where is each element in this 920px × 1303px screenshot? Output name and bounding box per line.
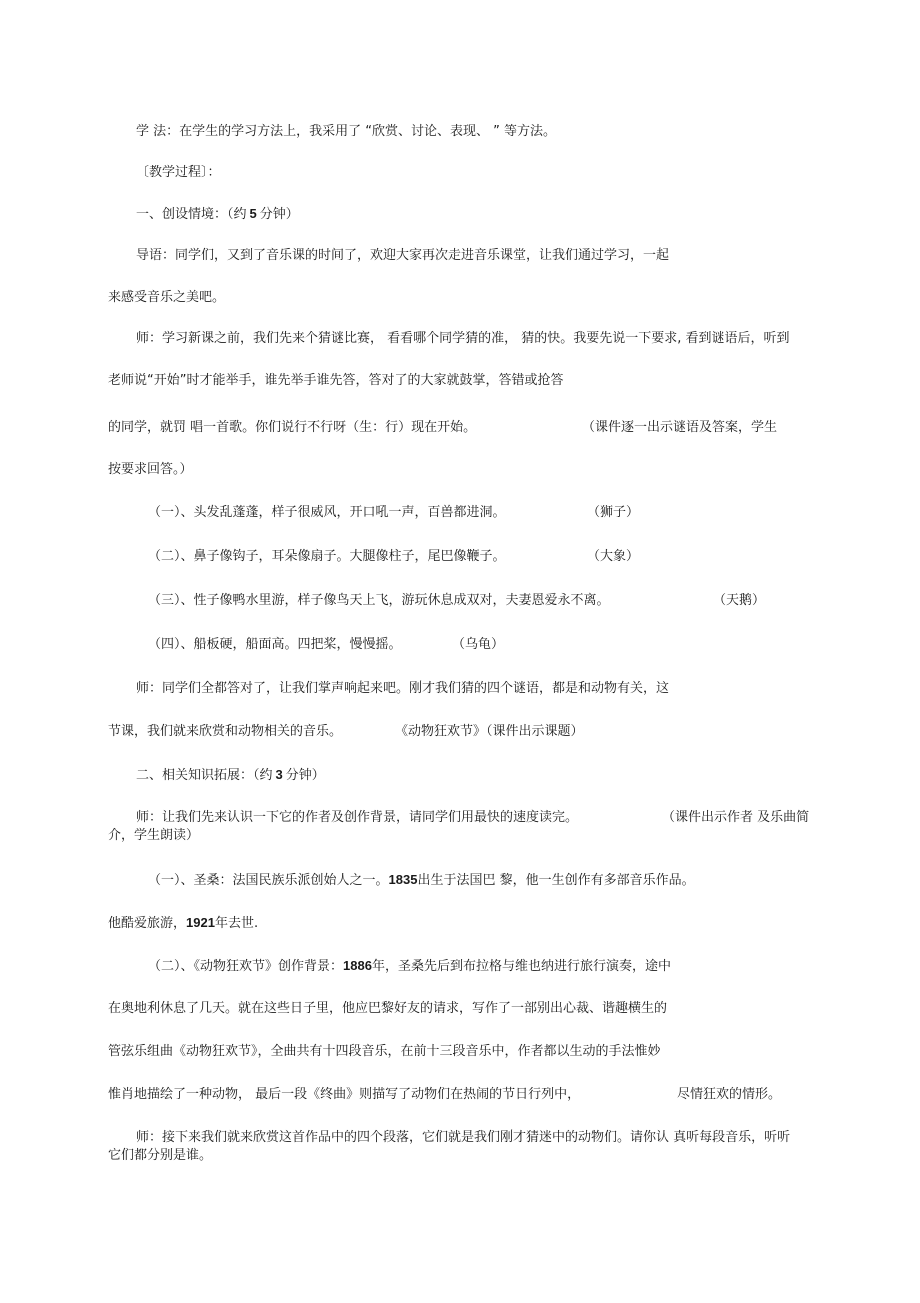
teacher-praise-line-2: 节课，我们就来欣赏和动物相关的音乐。 (108, 724, 343, 739)
riddle-3-answer: （天鹅） (713, 593, 766, 608)
background-rest: 年，圣桑先后到布拉格与维也纳进行旅行演奏，途中 (371, 959, 671, 974)
composition-year: 1886 (343, 958, 372, 973)
author-bio-intro: （一）、圣桑：法国民族乐派创始人之一。 (148, 873, 389, 888)
teacher-author-line-2: 介，学生朗读） (108, 828, 200, 843)
author-bio-end: 年去世. (214, 916, 259, 931)
teacher-praise-line-1: 师：同学们全都答对了，让我们掌声响起来吧。刚才我们猜的四个谜语，都是和动物有关，这 (136, 681, 670, 696)
riddle-1: （一）、头发乱蓬蓬，样子很威风，开口吼一声，百兽都进洞。 (148, 505, 506, 520)
intro-line-2: 来感受音乐之美吧。 (108, 290, 226, 305)
author-bio-line-1 (148, 872, 695, 889)
riddle-4: （四）、船板硬，船面高。四把桨，慢慢摇。 (148, 637, 402, 652)
teaching-process-heading: 〔教学过程〕： (136, 165, 221, 180)
background-line-2: 在奥地利休息了几天。就在这些日子里，他应巴黎好友的请求，写作了一部别出心裁、谐趣横生的 (108, 1001, 668, 1016)
teacher-riddle-line-2: 老师说“开始”时才能举手，谁先举手谁先答，答对了的大家就鼓掌，答错或抢答 (108, 373, 564, 388)
teacher-listen-line-2: 它们都分别是谁。 (108, 1148, 213, 1163)
study-method-paragraph: 学 法：在学生的学习方法上，我采用了 “欣赏、讨论、表现、 ” 等方法。 (136, 124, 556, 139)
riddle-2-answer: （大象） (587, 549, 640, 564)
courseware-note-2: （课件出示作者 及乐曲简 (662, 810, 810, 825)
background-intro: （二）、《动物狂欢节》创作背景： (148, 959, 344, 974)
section-two-heading (136, 767, 325, 784)
riddle-4-answer: （乌龟） (452, 637, 505, 652)
author-bio-rest: 出生于法国巴 黎，他一生创作有多部音乐作品。 (417, 873, 695, 888)
author-birth-year: 1835 (388, 872, 418, 887)
section-two-minutes: 3 (275, 767, 283, 782)
background-line-4: 惟肖地描绘了一种动物， 最后一段《终曲》则描写了动物们在热闹的节日行列中， (108, 1087, 581, 1102)
background-line-1 (148, 958, 671, 975)
section-one-minutes: 5 (249, 206, 257, 221)
section-one-unit: 分钟） (259, 207, 299, 222)
intro-line-1: 导语：同学们，又到了音乐课的时间了，欢迎大家再次走进音乐课堂，让我们通过学习，一起 (136, 248, 670, 263)
riddle-1-answer: （狮子） (587, 505, 640, 520)
teacher-riddle-line-4: 按要求回答。） (108, 462, 193, 477)
author-death-year: 1921 (186, 915, 215, 930)
teacher-riddle-line-3: 的同学，就罚 唱一首歌。你们说行不行呀（生：行）现在开始。 (108, 420, 477, 435)
courseware-topic-note: 《动物狂欢节》（课件出示课题） (395, 724, 584, 739)
author-bio-travel: 他酷爱旅游， (108, 916, 187, 931)
section-one-heading (136, 206, 299, 223)
section-one-title: 一、创设情境：（约 (136, 207, 247, 222)
teacher-riddle-line-1: 师：学习新课之前，我们先来个猜谜比赛， 看看哪个同学猜的准， 猜的快。我要先说一下要求, 看到谜语后，听到 (136, 331, 790, 346)
teacher-author-line-1: 师：让我们先来认识一下它的作者及创作背景，请同学们用最快的速度读完。 (136, 810, 579, 825)
author-bio-line-2 (108, 915, 258, 932)
background-line-3: 管弦乐组曲《动物狂欢节》，全曲共有十四段音乐，在前十三段音乐中，作者都以生动的手法惟妙 (108, 1044, 661, 1059)
courseware-note-1: （课件逐一出示谜语及答案，学生 (582, 420, 778, 435)
section-two-title: 二、相关知识拓展：（约 (136, 768, 273, 783)
riddle-2: （二）、鼻子像钩子，耳朵像扇子。大腿像柱子，尾巴像鞭子。 (148, 549, 506, 564)
teacher-listen-line-1: 师：接下来我们就来欣赏这首作品中的四个段落，它们就是我们刚才猜迷中的动物们。请你认 真听每段音乐，听听 (136, 1130, 791, 1145)
riddle-3: （三）、性子像鸭水里游，样子像鸟天上飞，游玩休息成双对，夫妻恩爱永不离。 (148, 593, 610, 608)
background-line-4-end: 尽情狂欢的情形。 (677, 1087, 782, 1102)
section-two-unit: 分钟） (285, 768, 325, 783)
